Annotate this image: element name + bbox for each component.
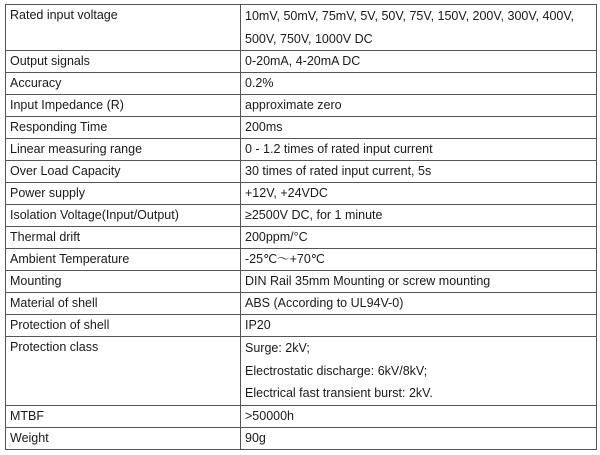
spec-value-cell bbox=[241, 249, 597, 271]
spec-row bbox=[6, 271, 597, 293]
spec-value-line: ≥2500V DC, for 1 minute bbox=[245, 208, 383, 222]
spec-param-cell: Ambient Temperature bbox=[6, 249, 241, 271]
spec-param-cell: Mounting bbox=[6, 271, 241, 293]
spec-value-line: approximate zero bbox=[245, 98, 342, 112]
spec-value-line: 0.2% bbox=[245, 76, 274, 90]
spec-value-line: IP20 bbox=[245, 318, 271, 332]
spec-param-cell: Weight bbox=[6, 428, 241, 450]
spec-value-cell bbox=[241, 117, 597, 139]
spec-row bbox=[6, 117, 597, 139]
spec-value-cell bbox=[241, 337, 597, 406]
spec-value-cell bbox=[241, 406, 597, 428]
spec-row bbox=[6, 139, 597, 161]
spec-param-cell: Protection class bbox=[6, 337, 241, 406]
spec-value-line: 0-20mA, 4-20mA DC bbox=[245, 54, 361, 68]
spec-row bbox=[6, 95, 597, 117]
spec-value-line: 200ppm/°C bbox=[245, 230, 308, 244]
spec-row bbox=[6, 227, 597, 249]
spec-param-cell: Isolation Voltage(Input/Output) bbox=[6, 205, 241, 227]
spec-value-line: 0 - 1.2 times of rated input current bbox=[245, 142, 433, 156]
spec-row bbox=[6, 293, 597, 315]
spec-row bbox=[6, 249, 597, 271]
spec-value-line: Surge: 2kV; bbox=[245, 341, 310, 355]
spec-value-line: 30 times of rated input current, 5s bbox=[245, 164, 432, 178]
spec-row bbox=[6, 51, 597, 73]
spec-value-line: >50000h bbox=[245, 409, 295, 423]
spec-value-cell bbox=[241, 315, 597, 337]
spec-value-line: 200ms bbox=[245, 120, 283, 134]
spec-row bbox=[6, 5, 597, 51]
spec-table-body bbox=[6, 5, 597, 450]
spec-value-line: 10mV, 50mV, 75mV, 5V, 50V, 75V, 150V, 200V, 300V, 400V, bbox=[245, 9, 575, 23]
spec-param-cell: Responding Time bbox=[6, 117, 241, 139]
spec-value-line: Electrical fast transient burst: 2kV. bbox=[245, 386, 433, 400]
spec-value-line: +12V, +24VDC bbox=[245, 186, 328, 200]
spec-value-line: ABS (According to UL94V-0) bbox=[245, 296, 404, 310]
spec-param-cell: Over Load Capacity bbox=[6, 161, 241, 183]
spec-param-cell: Thermal drift bbox=[6, 227, 241, 249]
spec-row bbox=[6, 428, 597, 450]
spec-value-line: -25℃～+70℃ bbox=[245, 252, 325, 266]
spec-param-cell: Output signals bbox=[6, 51, 241, 73]
spec-value-cell bbox=[241, 183, 597, 205]
spec-param-cell: Accuracy bbox=[6, 73, 241, 95]
spec-param-cell: Linear measuring range bbox=[6, 139, 241, 161]
spec-value-cell bbox=[241, 139, 597, 161]
spec-value-cell bbox=[241, 293, 597, 315]
spec-value-line: Electrostatic discharge: 6kV/8kV; bbox=[245, 363, 428, 378]
spec-param-cell: MTBF bbox=[6, 406, 241, 428]
spec-value-cell bbox=[241, 5, 597, 51]
spec-param-cell: Power supply bbox=[6, 183, 241, 205]
spec-value-line: 90g bbox=[245, 431, 266, 445]
spec-row bbox=[6, 406, 597, 428]
spec-value-cell bbox=[241, 227, 597, 249]
spec-row bbox=[6, 183, 597, 205]
spec-param-cell: Input Impedance (R) bbox=[6, 95, 241, 117]
spec-row bbox=[6, 205, 597, 227]
spec-param-cell: Protection of shell bbox=[6, 315, 241, 337]
spec-param-cell: Material of shell bbox=[6, 293, 241, 315]
spec-table bbox=[5, 4, 597, 450]
spec-value-cell bbox=[241, 428, 597, 450]
spec-value-cell bbox=[241, 161, 597, 183]
spec-value-cell bbox=[241, 51, 597, 73]
spec-value-cell bbox=[241, 95, 597, 117]
spec-value-line: 500V, 750V, 1000V DC bbox=[245, 31, 373, 46]
spec-row bbox=[6, 161, 597, 183]
spec-value-cell bbox=[241, 73, 597, 95]
spec-row bbox=[6, 337, 597, 406]
spec-row bbox=[6, 73, 597, 95]
spec-value-line: DIN Rail 35mm Mounting or screw mounting bbox=[245, 274, 491, 288]
spec-value-cell bbox=[241, 271, 597, 293]
spec-row bbox=[6, 315, 597, 337]
spec-param-cell: Rated input voltage bbox=[6, 5, 241, 51]
spec-value-cell bbox=[241, 205, 597, 227]
